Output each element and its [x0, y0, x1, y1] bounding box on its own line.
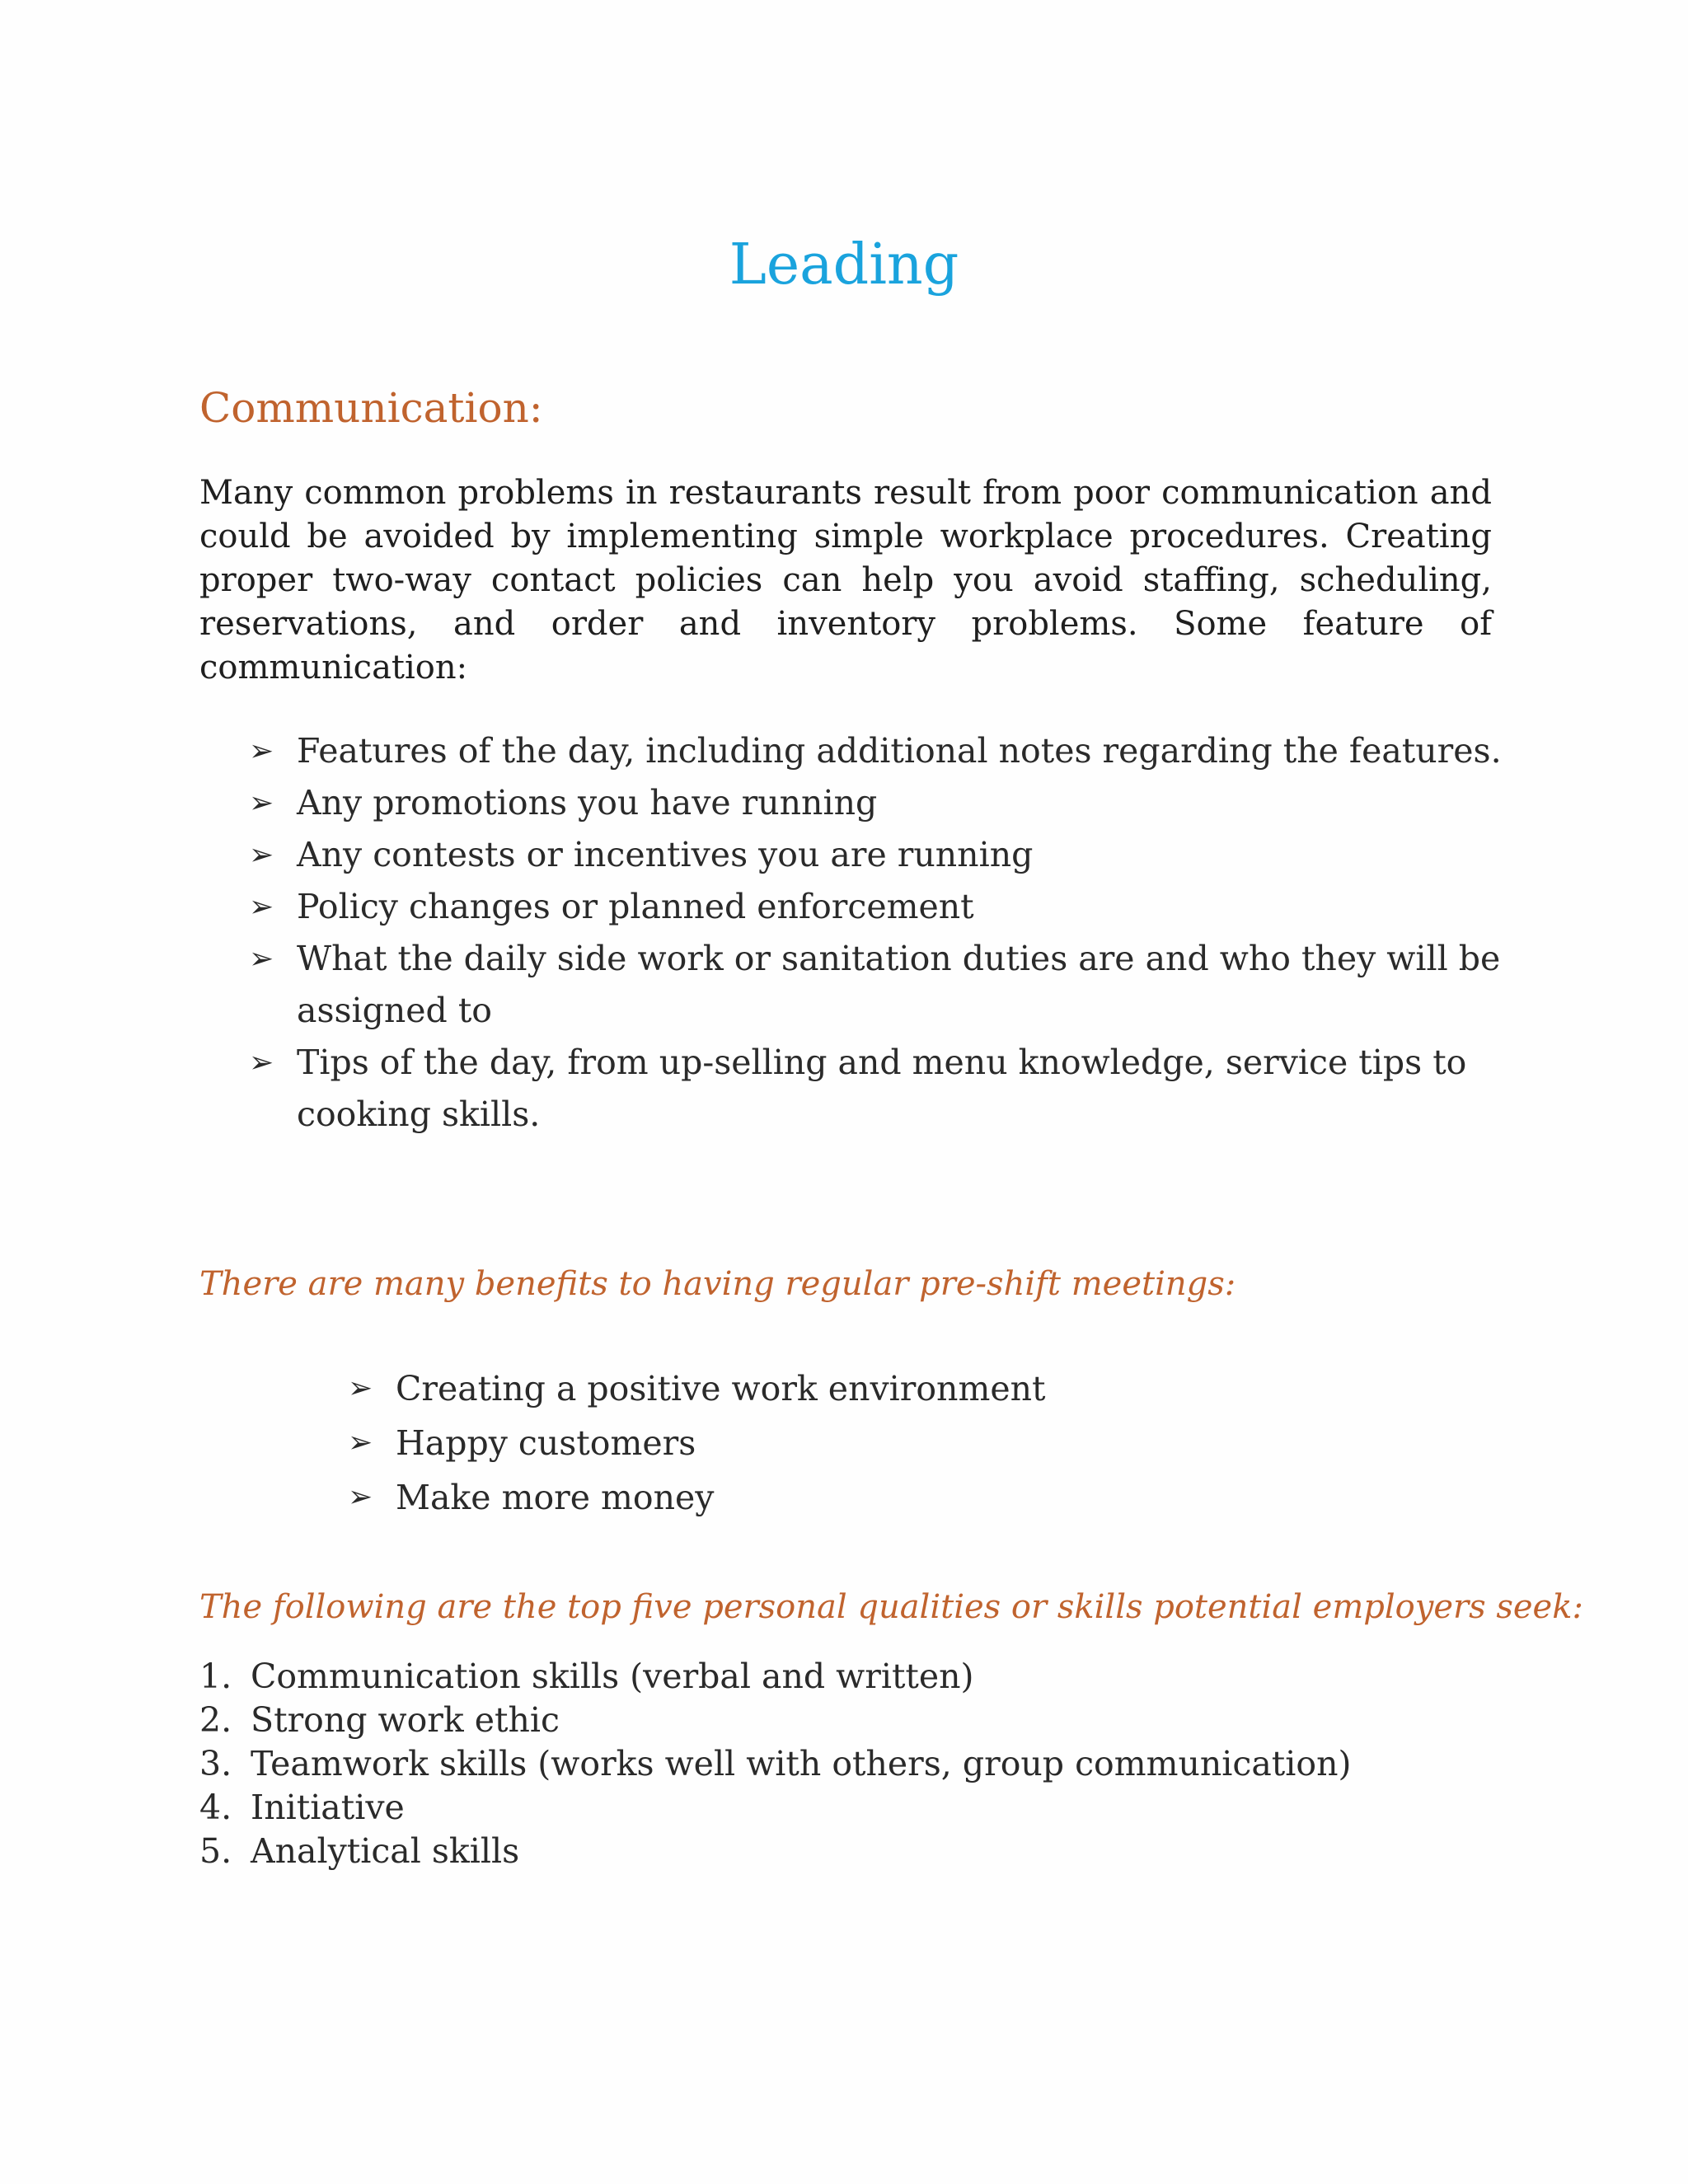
list-item-text: Any contests or incentives you are running: [297, 835, 1034, 874]
list-item: [249, 725, 1502, 777]
arrowhead-bullet-icon: ➢: [249, 1046, 274, 1080]
list-item-text: Policy changes or planned enforcement: [297, 887, 974, 926]
list-item: [249, 933, 1502, 1037]
list-item: [249, 829, 1502, 881]
list-item-text: Make more money: [396, 1478, 715, 1517]
list-number: 2.: [199, 1700, 232, 1740]
list-item: [249, 777, 1502, 829]
list-item-text: Any promotions you have running: [297, 783, 878, 823]
list-item-text: Initiative: [251, 1788, 405, 1827]
list-item-text: Communication skills (verbal and written): [251, 1657, 974, 1696]
list-item-text: Creating a positive work environment: [396, 1369, 1046, 1408]
list-item: [199, 1786, 1351, 1830]
list-item: [348, 1470, 1419, 1525]
list-number: 5.: [199, 1831, 232, 1871]
list-number: 1.: [199, 1657, 232, 1696]
arrowhead-bullet-icon: ➢: [249, 890, 274, 924]
list-item: [348, 1416, 1419, 1470]
list-number: 3.: [199, 1744, 232, 1783]
list-number: 4.: [199, 1788, 232, 1827]
arrowhead-bullet-icon: ➢: [249, 734, 274, 768]
arrowhead-bullet-icon: ➢: [249, 786, 274, 820]
list-item: [199, 1830, 1351, 1873]
benefits-list: [348, 1361, 1419, 1525]
list-item-text: Strong work ethic: [251, 1700, 560, 1740]
list-item: [199, 1699, 1351, 1742]
qualities-heading: The following are the top five personal qualities or skills potential employers seek:: [199, 1588, 1583, 1626]
list-item: [249, 1037, 1502, 1141]
arrowhead-bullet-icon: ➢: [249, 942, 274, 976]
list-item: [199, 1742, 1351, 1786]
page-title: Leading: [729, 232, 959, 298]
list-item-text: What the daily side work or sanitation duties are and who they will be assigned to: [297, 939, 1501, 1030]
arrowhead-bullet-icon: ➢: [348, 1371, 373, 1405]
benefits-heading: There are many benefits to having regular pre-shift meetings:: [199, 1265, 1236, 1303]
arrowhead-bullet-icon: ➢: [348, 1480, 373, 1514]
arrowhead-bullet-icon: ➢: [348, 1426, 373, 1460]
features-list: [249, 725, 1502, 1141]
list-item-text: Analytical skills: [251, 1831, 520, 1871]
list-item: [199, 1655, 1351, 1699]
list-item-text: Tips of the day, from up-selling and menu knowledge, service tips to cooking skills.: [297, 1043, 1467, 1134]
list-item: [348, 1361, 1419, 1416]
qualities-list: [199, 1655, 1351, 1873]
list-item-text: Happy customers: [396, 1423, 696, 1463]
intro-paragraph: Many common problems in restaurants result from poor communication and could be avoided by implementing simple workplace procedures. Creating proper two-way contact policies can help you avoid staffing, scheduling, reservations, and order and inventory problems. Some feature of communication:: [199, 474, 1492, 687]
list-item-text: Teamwork skills (works well with others, group communication): [251, 1744, 1352, 1783]
arrowhead-bullet-icon: ➢: [249, 838, 274, 872]
list-item: [249, 881, 1502, 933]
section-heading-communication: Communication:: [199, 384, 543, 432]
list-item-text: Features of the day, including additional notes regarding the features.: [297, 731, 1502, 771]
